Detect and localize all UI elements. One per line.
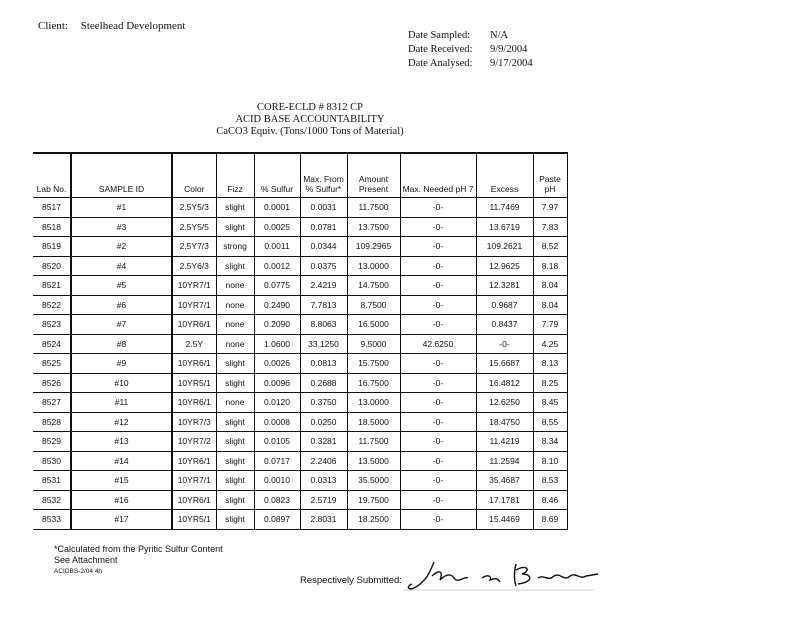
cell-color: 10YR7/1 bbox=[172, 295, 216, 315]
cell-paste-ph: 8.13 bbox=[533, 354, 567, 374]
footnote-line2: See Attachment bbox=[54, 555, 118, 565]
table-row bbox=[33, 412, 567, 432]
date-analysed-value: 9/17/2004 bbox=[490, 58, 533, 69]
cell-paste-ph: 7.97 bbox=[533, 198, 567, 218]
table-row bbox=[33, 432, 567, 452]
cell-sample-id: #11 bbox=[71, 393, 172, 413]
cell-max-from-sulfur: 0.0344 bbox=[300, 237, 347, 257]
cell-sample-id: #8 bbox=[71, 334, 172, 354]
cell-fizz: slight bbox=[216, 490, 254, 510]
cell-excess: 16.4812 bbox=[476, 373, 533, 393]
cell-excess: -0- bbox=[476, 334, 533, 354]
table-row bbox=[33, 256, 567, 276]
date-block bbox=[408, 29, 533, 71]
col-sulfur: % Sulfur bbox=[254, 153, 300, 198]
cell-sulfur: 0.0025 bbox=[254, 217, 300, 237]
cell-fizz: slight bbox=[216, 198, 254, 218]
table-row bbox=[33, 237, 567, 257]
cell-color: 2.5Y7/3 bbox=[172, 237, 216, 257]
cell-lab-no: 8517 bbox=[33, 198, 71, 218]
cell-paste-ph: 8.52 bbox=[533, 237, 567, 257]
cell-excess: 0.9687 bbox=[476, 295, 533, 315]
cell-paste-ph: 8.10 bbox=[533, 451, 567, 471]
cell-paste-ph: 8.25 bbox=[533, 373, 567, 393]
cell-fizz: none bbox=[216, 334, 254, 354]
table-row bbox=[33, 354, 567, 374]
cell-fizz: slight bbox=[216, 256, 254, 276]
cell-excess: 11.2594 bbox=[476, 451, 533, 471]
date-received-value: 9/9/2004 bbox=[490, 44, 528, 55]
cell-color: 10YR7/1 bbox=[172, 276, 216, 296]
cell-max-needed: -0- bbox=[400, 490, 476, 510]
cell-excess: 0.8437 bbox=[476, 315, 533, 335]
cell-amount-present: 109.2965 bbox=[347, 237, 400, 257]
cell-max-needed: -0- bbox=[400, 451, 476, 471]
cell-sample-id: #10 bbox=[71, 373, 172, 393]
cell-max-from-sulfur: 0.0250 bbox=[300, 412, 347, 432]
cell-max-from-sulfur: 2.2406 bbox=[300, 451, 347, 471]
cell-sulfur: 0.0775 bbox=[254, 276, 300, 296]
cell-lab-no: 8522 bbox=[33, 295, 71, 315]
client-label: Client: bbox=[38, 20, 68, 32]
cell-amount-present: 35.5000 bbox=[347, 471, 400, 491]
cell-lab-no: 8531 bbox=[33, 471, 71, 491]
footnote-line1: *Calculated from the Pyritic Sulfur Content bbox=[54, 544, 223, 554]
cell-sulfur: 1.0600 bbox=[254, 334, 300, 354]
col-sample-id: SAMPLE ID bbox=[71, 153, 172, 198]
cell-amount-present: 11.7500 bbox=[347, 432, 400, 452]
cell-max-needed: -0- bbox=[400, 412, 476, 432]
cell-amount-present: 13.5000 bbox=[347, 451, 400, 471]
cell-color: 10YR6/1 bbox=[172, 451, 216, 471]
date-sampled-label: Date Sampled: bbox=[408, 30, 471, 41]
cell-paste-ph: 8.34 bbox=[533, 432, 567, 452]
cell-max-needed: -0- bbox=[400, 217, 476, 237]
cell-max-needed: -0- bbox=[400, 373, 476, 393]
cell-max-from-sulfur: 2.8031 bbox=[300, 510, 347, 530]
cell-max-needed: -0- bbox=[400, 276, 476, 296]
cell-amount-present: 9.5000 bbox=[347, 334, 400, 354]
cell-max-needed: -0- bbox=[400, 510, 476, 530]
cell-sulfur: 0.0012 bbox=[254, 256, 300, 276]
cell-lab-no: 8519 bbox=[33, 237, 71, 257]
cell-paste-ph: 8.55 bbox=[533, 412, 567, 432]
report-title: ACID BASE ACCOUNTABILITY bbox=[235, 114, 385, 125]
cell-amount-present: 11.7500 bbox=[347, 198, 400, 218]
cell-color: 2.5Y5/3 bbox=[172, 198, 216, 218]
cell-max-from-sulfur: 0.0313 bbox=[300, 471, 347, 491]
cell-max-needed: -0- bbox=[400, 354, 476, 374]
cell-paste-ph: 8.04 bbox=[533, 276, 567, 296]
cell-max-needed: -0- bbox=[400, 237, 476, 257]
cell-sulfur: 0.0001 bbox=[254, 198, 300, 218]
form-code: ACIDBS-2/04 4h bbox=[54, 568, 103, 575]
cell-paste-ph: 7.79 bbox=[533, 315, 567, 335]
submitted-label: Respectively Submitted: bbox=[300, 575, 402, 586]
cell-color: 10YR6/1 bbox=[172, 393, 216, 413]
client-value: Steelhead Development bbox=[80, 20, 186, 32]
date-analysed-label: Date Analysed: bbox=[408, 58, 473, 69]
cell-fizz: none bbox=[216, 393, 254, 413]
cell-max-from-sulfur: 2.4219 bbox=[300, 276, 347, 296]
cell-sample-id: #15 bbox=[71, 471, 172, 491]
cell-lab-no: 8529 bbox=[33, 432, 71, 452]
cell-lab-no: 8526 bbox=[33, 373, 71, 393]
cell-max-needed: -0- bbox=[400, 471, 476, 491]
table-row bbox=[33, 373, 567, 393]
cell-max-needed: 42.6250 bbox=[400, 334, 476, 354]
cell-paste-ph: 8.18 bbox=[533, 256, 567, 276]
cell-amount-present: 15.7500 bbox=[347, 354, 400, 374]
cell-lab-no: 8521 bbox=[33, 276, 71, 296]
cell-amount-present: 13.0000 bbox=[347, 256, 400, 276]
cell-sulfur: 0.0010 bbox=[254, 471, 300, 491]
cell-fizz: slight bbox=[216, 373, 254, 393]
cell-paste-ph: 8.45 bbox=[533, 393, 567, 413]
cell-sulfur: 0.0823 bbox=[254, 490, 300, 510]
cell-max-needed: -0- bbox=[400, 432, 476, 452]
cell-amount-present: 16.7500 bbox=[347, 373, 400, 393]
cell-max-from-sulfur: 33.1250 bbox=[300, 334, 347, 354]
cell-sulfur: 0.0105 bbox=[254, 432, 300, 452]
cell-sulfur: 0.2090 bbox=[254, 315, 300, 335]
table-header-row bbox=[33, 153, 567, 198]
cell-amount-present: 13.0000 bbox=[347, 393, 400, 413]
cell-max-needed: -0- bbox=[400, 198, 476, 218]
cell-sample-id: #2 bbox=[71, 237, 172, 257]
col-amount-present: Amount Present bbox=[347, 153, 400, 198]
cell-max-from-sulfur: 0.0031 bbox=[300, 198, 347, 218]
cell-color: 10YR7/3 bbox=[172, 412, 216, 432]
cell-sample-id: #5 bbox=[71, 276, 172, 296]
cell-fizz: slight bbox=[216, 451, 254, 471]
date-received-row bbox=[408, 43, 533, 57]
cell-sulfur: 0.0026 bbox=[254, 354, 300, 374]
cell-lab-no: 8527 bbox=[33, 393, 71, 413]
cell-amount-present: 18.5000 bbox=[347, 412, 400, 432]
cell-sample-id: #7 bbox=[71, 315, 172, 335]
col-max-needed: Max. Needed pH 7 bbox=[400, 153, 476, 198]
col-max-from-sulfur: Max. From % Sulfur* bbox=[300, 153, 347, 198]
table-row bbox=[33, 451, 567, 471]
cell-lab-no: 8532 bbox=[33, 490, 71, 510]
report-number: CORE-ECLD # 8312 CP bbox=[257, 102, 363, 113]
col-excess: Excess bbox=[476, 153, 533, 198]
cell-excess: 35.4687 bbox=[476, 471, 533, 491]
acid-base-table bbox=[33, 152, 568, 530]
date-sampled-value: N/A bbox=[490, 30, 509, 41]
table-row bbox=[33, 276, 567, 296]
cell-lab-no: 8520 bbox=[33, 256, 71, 276]
cell-color: 10YR6/1 bbox=[172, 490, 216, 510]
table-row bbox=[33, 295, 567, 315]
cell-color: 2.5Y6/3 bbox=[172, 256, 216, 276]
table-row bbox=[33, 471, 567, 491]
cell-max-needed: -0- bbox=[400, 393, 476, 413]
col-paste-ph: Paste pH bbox=[533, 153, 567, 198]
cell-amount-present: 14.7500 bbox=[347, 276, 400, 296]
cell-excess: 109.2621 bbox=[476, 237, 533, 257]
cell-sulfur: 0.0008 bbox=[254, 412, 300, 432]
cell-lab-no: 8523 bbox=[33, 315, 71, 335]
cell-lab-no: 8530 bbox=[33, 451, 71, 471]
cell-excess: 12.6250 bbox=[476, 393, 533, 413]
cell-max-from-sulfur: 0.0813 bbox=[300, 354, 347, 374]
cell-sample-id: #17 bbox=[71, 510, 172, 530]
cell-sample-id: #9 bbox=[71, 354, 172, 374]
table-row bbox=[33, 393, 567, 413]
date-sampled-row bbox=[408, 29, 533, 43]
cell-paste-ph: 8.53 bbox=[533, 471, 567, 491]
cell-sample-id: #1 bbox=[71, 198, 172, 218]
cell-lab-no: 8528 bbox=[33, 412, 71, 432]
cell-color: 10YR6/1 bbox=[172, 315, 216, 335]
cell-lab-no: 8518 bbox=[33, 217, 71, 237]
table-row bbox=[33, 315, 567, 335]
cell-sample-id: #6 bbox=[71, 295, 172, 315]
cell-excess: 17.1781 bbox=[476, 490, 533, 510]
cell-max-needed: -0- bbox=[400, 315, 476, 335]
cell-excess: 15.6687 bbox=[476, 354, 533, 374]
cell-sample-id: #13 bbox=[71, 432, 172, 452]
cell-amount-present: 18.2500 bbox=[347, 510, 400, 530]
cell-sample-id: #14 bbox=[71, 451, 172, 471]
cell-color: 10YR6/1 bbox=[172, 354, 216, 374]
cell-excess: 13.6719 bbox=[476, 217, 533, 237]
cell-sample-id: #12 bbox=[71, 412, 172, 432]
cell-fizz: slight bbox=[216, 510, 254, 530]
cell-lab-no: 8533 bbox=[33, 510, 71, 530]
table-row bbox=[33, 217, 567, 237]
cell-fizz: strong bbox=[216, 237, 254, 257]
cell-max-needed: -0- bbox=[400, 256, 476, 276]
cell-fizz: slight bbox=[216, 412, 254, 432]
cell-max-from-sulfur: 2.5719 bbox=[300, 490, 347, 510]
cell-fizz: slight bbox=[216, 354, 254, 374]
cell-amount-present: 19.7500 bbox=[347, 490, 400, 510]
report-titles bbox=[200, 102, 420, 138]
cell-max-from-sulfur: 0.2688 bbox=[300, 373, 347, 393]
table-row bbox=[33, 510, 567, 530]
cell-excess: 15.4469 bbox=[476, 510, 533, 530]
cell-color: 10YR7/2 bbox=[172, 432, 216, 452]
cell-max-from-sulfur: 0.3750 bbox=[300, 393, 347, 413]
cell-fizz: none bbox=[216, 276, 254, 296]
cell-max-from-sulfur: 0.0375 bbox=[300, 256, 347, 276]
cell-sample-id: #16 bbox=[71, 490, 172, 510]
cell-excess: 18.4750 bbox=[476, 412, 533, 432]
cell-amount-present: 16.5000 bbox=[347, 315, 400, 335]
cell-lab-no: 8525 bbox=[33, 354, 71, 374]
cell-max-from-sulfur: 8.8063 bbox=[300, 315, 347, 335]
cell-sulfur: 0.0096 bbox=[254, 373, 300, 393]
signature-image bbox=[404, 556, 600, 596]
cell-fizz: slight bbox=[216, 217, 254, 237]
cell-excess: 12.9625 bbox=[476, 256, 533, 276]
cell-color: 10YR5/1 bbox=[172, 373, 216, 393]
cell-amount-present: 13.7500 bbox=[347, 217, 400, 237]
cell-excess: 11.7469 bbox=[476, 198, 533, 218]
col-lab-no: Lab No. bbox=[33, 153, 71, 198]
cell-max-from-sulfur: 0.0781 bbox=[300, 217, 347, 237]
cell-sulfur: 0.2490 bbox=[254, 295, 300, 315]
date-received-label: Date Received: bbox=[408, 44, 473, 55]
cell-fizz: slight bbox=[216, 432, 254, 452]
cell-paste-ph: 8.46 bbox=[533, 490, 567, 510]
report-subtitle: CaCO3 Equiv. (Tons/1000 Tons of Material) bbox=[216, 126, 404, 137]
cell-sample-id: #3 bbox=[71, 217, 172, 237]
table-row bbox=[33, 198, 567, 218]
cell-fizz: none bbox=[216, 315, 254, 335]
cell-sulfur: 0.0897 bbox=[254, 510, 300, 530]
date-analysed-row bbox=[408, 57, 533, 71]
cell-sulfur: 0.0120 bbox=[254, 393, 300, 413]
client-line bbox=[38, 20, 185, 32]
cell-fizz: none bbox=[216, 295, 254, 315]
cell-color: 2.5Y5/5 bbox=[172, 217, 216, 237]
cell-color: 2.5Y bbox=[172, 334, 216, 354]
table-row bbox=[33, 490, 567, 510]
cell-excess: 12.3281 bbox=[476, 276, 533, 296]
col-color: Color bbox=[172, 153, 216, 198]
cell-color: 10YR5/1 bbox=[172, 510, 216, 530]
cell-sulfur: 0.0011 bbox=[254, 237, 300, 257]
cell-color: 10YR7/1 bbox=[172, 471, 216, 491]
cell-max-needed: -0- bbox=[400, 295, 476, 315]
cell-fizz: slight bbox=[216, 471, 254, 491]
cell-sample-id: #4 bbox=[71, 256, 172, 276]
cell-paste-ph: 8.04 bbox=[533, 295, 567, 315]
cell-sulfur: 0.0717 bbox=[254, 451, 300, 471]
footnote bbox=[54, 544, 223, 577]
cell-excess: 11.4219 bbox=[476, 432, 533, 452]
cell-amount-present: 8.7500 bbox=[347, 295, 400, 315]
cell-max-from-sulfur: 7.7813 bbox=[300, 295, 347, 315]
table-row bbox=[33, 334, 567, 354]
cell-paste-ph: 4.25 bbox=[533, 334, 567, 354]
cell-paste-ph: 8.69 bbox=[533, 510, 567, 530]
cell-max-from-sulfur: 0.3281 bbox=[300, 432, 347, 452]
cell-lab-no: 8524 bbox=[33, 334, 71, 354]
col-fizz: Fizz bbox=[216, 153, 254, 198]
cell-paste-ph: 7.83 bbox=[533, 217, 567, 237]
